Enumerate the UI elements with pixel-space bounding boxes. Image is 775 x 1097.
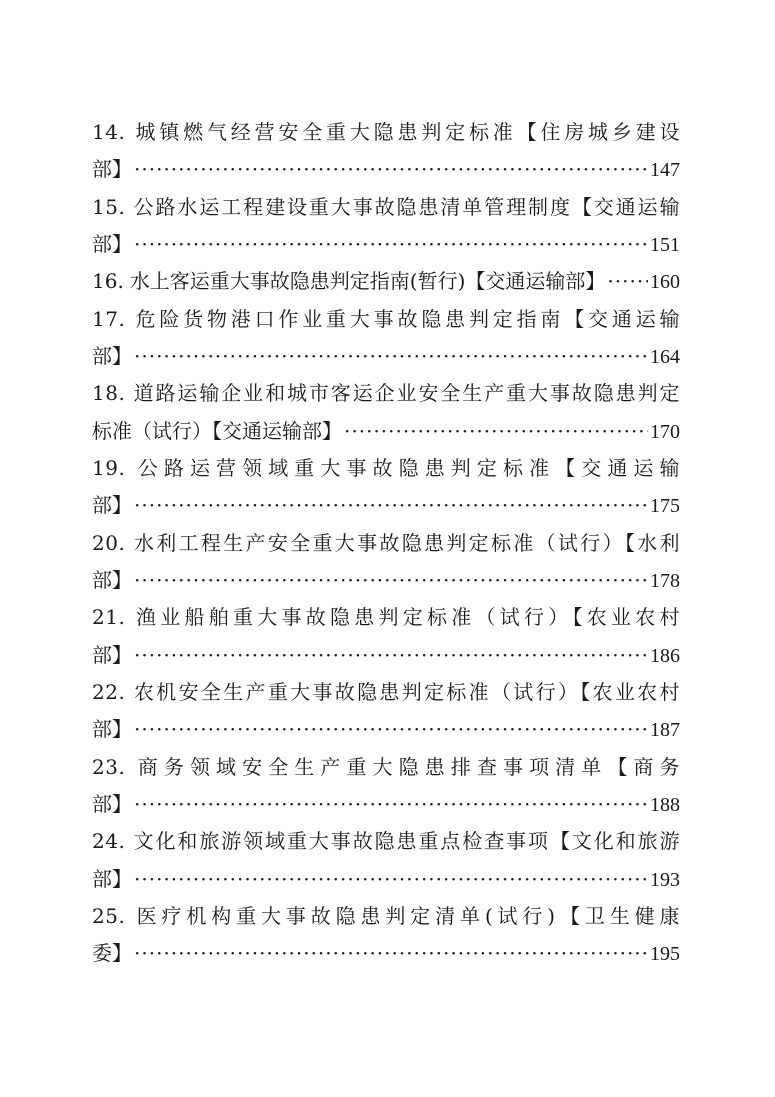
entry-title-tail: 部】	[92, 866, 132, 891]
dot-leader	[134, 151, 648, 188]
entry-title-tail: 标准（试行）【交通运输部】	[92, 418, 342, 443]
toc-entry-15[interactable]	[92, 189, 680, 264]
entry-number: 15.	[92, 194, 126, 219]
toc-entry-24[interactable]	[92, 823, 680, 898]
entry-number: 25.	[92, 903, 126, 928]
entry-number: 19.	[92, 455, 126, 480]
toc-entry-25[interactable]	[92, 898, 680, 973]
toc-entry-22[interactable]	[92, 674, 680, 749]
entry-title: 水利工程生产安全重大事故隐患判定标准（试行）【水利	[133, 530, 680, 555]
dot-leader	[134, 861, 648, 898]
entry-title-tail: 部】	[92, 231, 132, 256]
entry-number: 14.	[92, 120, 126, 144]
page-number: 187	[650, 719, 680, 742]
entry-number: 16.	[92, 269, 124, 294]
entry-number: 22.	[92, 679, 126, 704]
entry-number: 20.	[92, 530, 126, 555]
entry-number: 17.	[92, 306, 126, 331]
page-number: 178	[650, 569, 680, 592]
entry-title: 城镇燃气经营安全重大隐患判定标准【住房城乡建设	[135, 120, 680, 144]
toc-entry-21[interactable]	[92, 599, 680, 674]
dot-leader	[344, 413, 648, 450]
entry-title-tail: 部】	[92, 642, 132, 667]
dot-leader	[134, 562, 648, 599]
entry-title: 公路运营领域重大事故隐患判定标准【交通运输	[137, 455, 680, 480]
dot-leader	[134, 338, 648, 375]
entry-title: 商务领域安全生产重大隐患排查事项清单【商务	[137, 754, 680, 779]
page-number: 193	[650, 868, 680, 891]
toc-entry-23[interactable]	[92, 749, 680, 824]
page-number: 160	[650, 271, 680, 294]
entry-title-tail: 部】	[92, 493, 132, 518]
entry-number: 23.	[92, 754, 126, 779]
entry-title: 渔业船舶重大事故隐患判定标准（试行）【农业农村	[135, 605, 680, 630]
entry-title-tail: 部】	[92, 717, 132, 742]
entry-title: 农机安全生产重大事故隐患判定标准（试行）【农业农村	[133, 679, 680, 704]
page-number: 195	[650, 943, 680, 966]
toc-entry-14[interactable]	[92, 114, 680, 189]
dot-leader	[134, 487, 648, 524]
page-number: 151	[650, 233, 680, 256]
entry-title-tail: 部】	[92, 157, 132, 182]
entry-title-tail: 部】	[92, 791, 132, 816]
dot-leader	[607, 263, 648, 300]
page-number: 188	[650, 793, 680, 816]
entry-title: 道路运输企业和城市客运企业安全生产重大事故隐患判定	[133, 381, 680, 406]
dot-leader	[134, 711, 648, 748]
table-of-contents	[92, 114, 680, 973]
dot-leader	[134, 637, 648, 674]
page-number: 164	[650, 345, 680, 368]
page-number: 175	[650, 495, 680, 518]
entry-title: 文化和旅游领域重大事故隐患重点检查事项【文化和旅游	[133, 829, 680, 854]
entry-title: 医疗机构重大事故隐患判定清单(试行)【卫生健康	[136, 903, 680, 928]
entry-title: 公路水运工程建设重大事故隐患清单管理制度【交通运输	[133, 194, 680, 219]
toc-entry-17[interactable]	[92, 301, 680, 376]
entry-number: 18.	[92, 381, 126, 406]
entry-number: 24.	[92, 829, 126, 854]
toc-entry-19[interactable]	[92, 450, 680, 525]
toc-entry-18[interactable]	[92, 375, 680, 450]
page-number: 186	[650, 644, 680, 667]
entry-title-tail: 委】	[92, 941, 132, 966]
entry-title-tail: 部】	[92, 343, 132, 368]
dot-leader	[134, 226, 648, 263]
dot-leader	[134, 786, 648, 823]
entry-number: 21.	[92, 605, 126, 630]
entry-title: 危险货物港口作业重大事故隐患判定指南【交通运输	[135, 306, 680, 331]
toc-entry-16[interactable]	[92, 263, 680, 300]
toc-entry-20[interactable]	[92, 525, 680, 600]
page-number: 147	[650, 159, 680, 182]
page-number: 170	[650, 420, 680, 443]
dot-leader	[134, 935, 648, 972]
entry-title: 水上客运重大事故隐患判定指南(暂行)【交通运输部】	[129, 269, 606, 294]
entry-title-tail: 部】	[92, 567, 132, 592]
